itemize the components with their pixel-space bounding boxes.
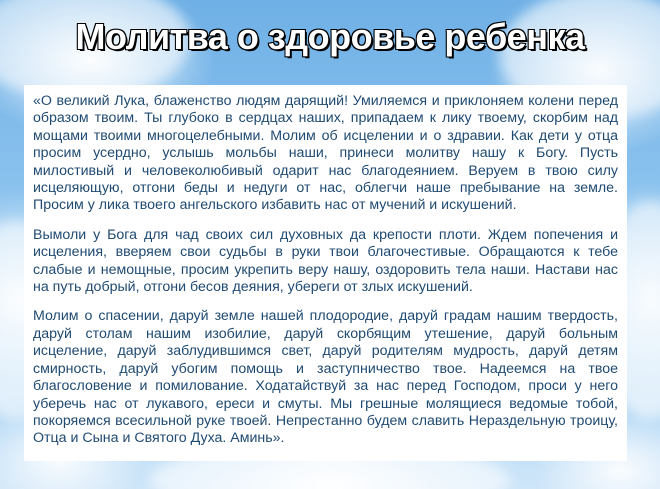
prayer-paragraph: «О великий Лука, блаженство людям дарящий! Умиляемся и приклоняем колени перед образом твоим. Ты глубоко в сердцах наших, припадаем к лику твоему, скорбим над мощами твоими многоцелебными. Молим об исцелении и о здравии. Как дети у отца просим усердно, услышь мольбы наши, принеси молитву нашу к Богу. Пусть милостивый и человеколюбивый одарит нас благодеянием. Веруем в твою силу исцеляющую, отгони беды и недуги от нас, облегчи наше пребывание на земле. Просим у лика твоего ангельского избавить нас от мучений и искушений.: [33, 93, 618, 214]
prayer-paragraph: Молим о спасении, даруй земле нашей плодородие, даруй градам нашим твердость, даруй столам нашим изобилие, даруй скорбящим утешение, даруй больным исцеление, даруй заблудившимся свет, даруй родителям мудрость, даруй детям смирность, даруй убогим помощь и заступничество твое. Надеемся на твое благословение и помилование. Ходатайствуй за нас перед Господом, проси у него уберечь нас от лукавого, ереси и смуты. Мы грешные молящиеся ведомые тобой, покоряемся всесильной руке твоей. Непрестанно будем славить Нераздельную троицу, Отца и Сына и Святого Духа. Аминь».: [33, 308, 618, 447]
prayer-paragraph: Вымоли у Бога для чад своих сил духовных да крепости плоти. Ждем попечения и исцеления, вверяем свои судьбы в руки твои благочестивые. Обращаются к тебе слабые и немощные, просим укрепить веру нашу, оздоровить тела наши. Настави нас на путь добрый, отгони бесов деяния, убереги от злых искушений.: [33, 226, 618, 296]
prayer-text-panel: [24, 85, 627, 461]
page-title: Молитва о здоровье ребенка: [75, 16, 585, 57]
